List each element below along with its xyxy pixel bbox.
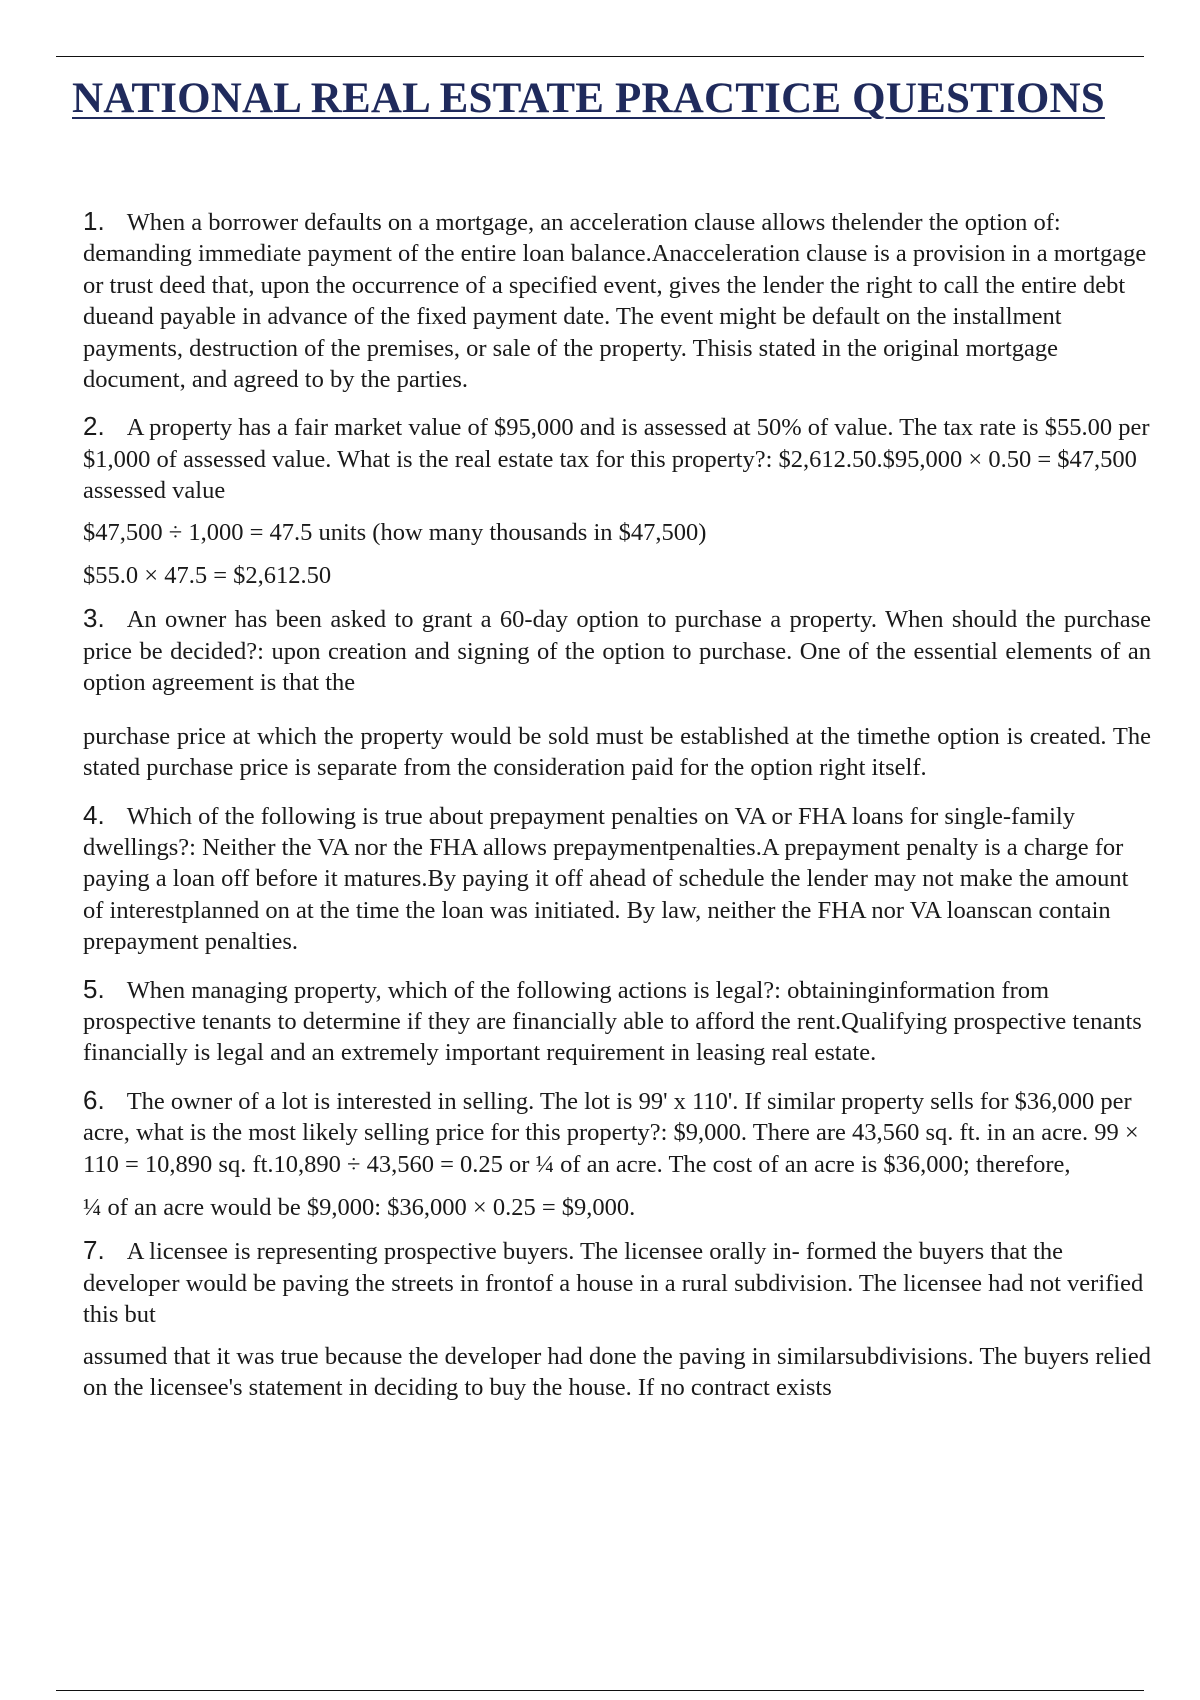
question-number: 7.	[83, 1235, 105, 1266]
question-number: 5.	[83, 973, 105, 1004]
question-number: 2.	[83, 411, 105, 442]
question-continuation: assumed that it was true because the developer had done the paving in similarsubdivisions. The buyers relied on the licensee's statement in deciding to buy the house. If no contract exists	[83, 1342, 1151, 1401]
question-text: Which of the following is true about prepayment penalties on VA or FHA loans for single-family dwellings?: Neither the VA nor the FHA allows prepaymentpenalties.A prepayment penalty is a charge for paying a loan off before it matures.By paying it off ahead of schedule the lender may not make the amount of interestplanned on at the time the loan was initiated. By law, neither the FHA nor VA loanscan contain prepayment penalties.	[83, 802, 1129, 956]
page-title: NATIONAL REAL ESTATE PRACTICE QUESTIONS	[72, 75, 1105, 122]
question-text: A licensee is representing prospective buyers. The licensee orally in- formed the buyers that the developer would be paving the streets in frontof a house in a rural subdivision. The licensee had not verified this but	[83, 1238, 1144, 1329]
calculation-line: $47,500 ÷ 1,000 = 47.5 units (how many thousands in $47,500)	[83, 518, 707, 546]
questions-body	[83, 206, 1151, 1419]
question-number: 4.	[83, 799, 105, 830]
question-5	[83, 974, 1151, 1069]
question-text: When managing property, which of the following actions is legal?: obtaininginformation from prospective tenants to determine if they are financially able to afford the rent.Qualifying prospective tenants financially is legal and an extremely important requirement in leasing real estate.	[83, 976, 1142, 1067]
top-rule	[56, 56, 1144, 57]
question-text: The owner of a lot is interested in selling. The lot is 99' x 110'. If similar property sells for $36,000 per acre, what is the most likely selling price for this property?: $9,000. There are 43,560 sq. ft. in an acre. 99 × 110 = 10,890 sq. ft.10,890 ÷ 43,560 = 0.25 or ¼ of an acre. The cost of an acre is $36,000; therefore,	[83, 1087, 1139, 1178]
question-4	[83, 800, 1151, 958]
bottom-rule	[56, 1690, 1144, 1691]
question-text: An owner has been asked to grant a 60-day option to purchase a property. When should the purchase price be decided?: upon creation and signing of the option to purchase. One of the essential elements of an option agreement is that the	[83, 606, 1151, 697]
question-continuation: purchase price at which the property would be sold must be established at the timethe option is created. The stated purchase price is separate from the consideration paid for the option right itself.	[83, 722, 1151, 782]
question-text: When a borrower defaults on a mortgage, an acceleration clause allows thelender the option of: demanding immediate payment of the entire loan balance.Anacceleration clause is a provision in a mortgage or trust deed that, upon the occurrence of a specified event, gives the lender the right to call the entire debt dueand payable in advance of the fixed payment date. The event might be default on the installment payments, destruction of the premises, or sale of the property. Thisis stated in the original mortgage document, and agreed to by the parties.	[83, 209, 1147, 394]
calculation-line: ¼ of an acre would be $9,000: $36,000 × 0.25 = $9,000.	[83, 1193, 636, 1221]
question-3	[83, 603, 1151, 698]
calculation-line: $55.0 × 47.5 = $2,612.50	[83, 562, 332, 590]
question-1	[83, 206, 1151, 395]
question-number: 3.	[83, 603, 105, 634]
question-2	[83, 411, 1151, 506]
question-number: 1.	[83, 206, 105, 236]
question-6	[83, 1085, 1151, 1180]
question-number: 6.	[83, 1084, 105, 1115]
question-text: A property has a fair market value of $95,000 and is assessed at 50% of value. The tax rate is $55.00 per $1,000 of assessed value. What is the real estate tax for this property?: $2,612.50.$95,000 × 0.50 = $47,500 assessed value	[83, 414, 1150, 505]
question-7	[83, 1235, 1151, 1330]
